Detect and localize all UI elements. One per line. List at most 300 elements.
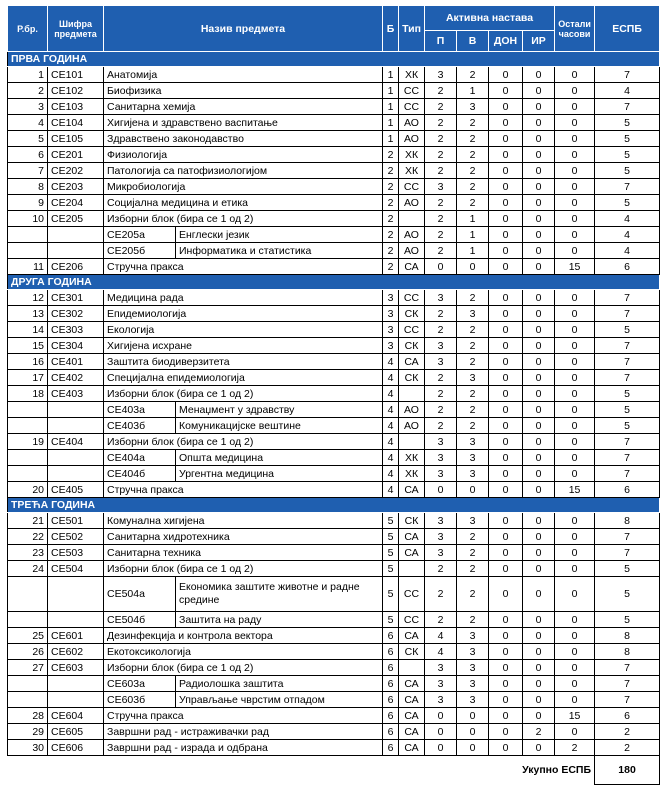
espb-credits: 4 — [595, 243, 660, 259]
table-row — [8, 692, 660, 708]
table-row — [8, 529, 660, 545]
row-number — [8, 692, 48, 708]
lectures-hours: 2 — [425, 195, 457, 211]
row-number: 27 — [8, 660, 48, 676]
row-number — [8, 450, 48, 466]
header-other: Остали часови — [555, 6, 595, 52]
lectures-hours: 3 — [425, 692, 457, 708]
research-hours: 0 — [523, 227, 555, 243]
don-hours: 0 — [489, 179, 523, 195]
curriculum-table-container — [7, 5, 659, 785]
lectures-hours: 0 — [425, 482, 457, 498]
course-type — [399, 660, 425, 676]
course-type: СА — [399, 354, 425, 370]
table-row — [8, 99, 660, 115]
espb-credits: 5 — [595, 386, 660, 402]
table-row — [8, 660, 660, 676]
course-name: Екологија — [104, 322, 383, 338]
research-hours: 0 — [523, 466, 555, 482]
espb-credits: 2 — [595, 724, 660, 740]
lectures-hours: 3 — [425, 290, 457, 306]
course-type: СС — [399, 577, 425, 612]
espb-credits: 7 — [595, 338, 660, 354]
course-name: Стручна пракса — [104, 482, 383, 498]
course-type: ХК — [399, 163, 425, 179]
semester-block: 4 — [383, 418, 399, 434]
row-number: 16 — [8, 354, 48, 370]
course-code: СЕ301 — [48, 290, 104, 306]
espb-credits: 7 — [595, 660, 660, 676]
research-hours: 0 — [523, 115, 555, 131]
row-number — [8, 612, 48, 628]
course-type: СА — [399, 545, 425, 561]
row-number: 5 — [8, 131, 48, 147]
semester-block: 2 — [383, 195, 399, 211]
table-row — [8, 67, 660, 83]
semester-block: 2 — [383, 211, 399, 227]
course-type: АО — [399, 402, 425, 418]
course-code: СЕ601 — [48, 628, 104, 644]
course-type — [399, 211, 425, 227]
exercise-hours: 2 — [457, 402, 489, 418]
research-hours: 2 — [523, 724, 555, 740]
lectures-hours: 2 — [425, 306, 457, 322]
exercise-hours: 3 — [457, 660, 489, 676]
exercise-hours: 2 — [457, 290, 489, 306]
lectures-hours: 3 — [425, 513, 457, 529]
exercise-hours: 3 — [457, 370, 489, 386]
course-name: Изборни блок (бира се 1 од 2) — [104, 660, 383, 676]
exercise-hours: 2 — [457, 354, 489, 370]
research-hours: 0 — [523, 99, 555, 115]
exercise-hours: 2 — [457, 147, 489, 163]
espb-credits: 5 — [595, 418, 660, 434]
course-type: СС — [399, 83, 425, 99]
other-hours: 0 — [555, 561, 595, 577]
course-name: Санитарна техника — [104, 545, 383, 561]
don-hours: 0 — [489, 740, 523, 756]
course-type: СА — [399, 676, 425, 692]
research-hours: 0 — [523, 67, 555, 83]
course-type: АО — [399, 195, 425, 211]
row-number: 11 — [8, 259, 48, 275]
don-hours: 0 — [489, 482, 523, 498]
course-name: Завршни рад - истраживачки рад — [104, 724, 383, 740]
course-code: СЕ403 — [48, 386, 104, 402]
course-type: СА — [399, 628, 425, 644]
course-type: СА — [399, 724, 425, 740]
research-hours: 0 — [523, 322, 555, 338]
semester-block: 5 — [383, 577, 399, 612]
course-code: СЕ504 — [48, 561, 104, 577]
other-hours: 0 — [555, 195, 595, 211]
course-code: СЕ404 — [48, 434, 104, 450]
course-name: Радиолошка заштита — [176, 676, 383, 692]
course-type: АО — [399, 131, 425, 147]
section-title: ДРУГА ГОДИНА — [8, 275, 660, 290]
don-hours: 0 — [489, 708, 523, 724]
elective-code: СЕ504б — [104, 612, 176, 628]
espb-credits: 7 — [595, 354, 660, 370]
other-hours: 0 — [555, 67, 595, 83]
espb-credits: 6 — [595, 708, 660, 724]
espb-credits: 7 — [595, 179, 660, 195]
don-hours: 0 — [489, 612, 523, 628]
row-number — [8, 676, 48, 692]
espb-credits: 8 — [595, 628, 660, 644]
course-name: Физиологија — [104, 147, 383, 163]
row-number: 3 — [8, 99, 48, 115]
research-hours: 0 — [523, 545, 555, 561]
elective-code: СЕ403б — [104, 418, 176, 434]
elective-code: СЕ205б — [104, 243, 176, 259]
exercise-hours: 2 — [457, 195, 489, 211]
course-code: СЕ501 — [48, 513, 104, 529]
row-number: 2 — [8, 83, 48, 99]
research-hours: 0 — [523, 482, 555, 498]
lectures-hours: 3 — [425, 450, 457, 466]
course-name: Информатика и статистика — [176, 243, 383, 259]
other-hours: 0 — [555, 724, 595, 740]
course-code: СЕ401 — [48, 354, 104, 370]
course-name: Менаџмент у здравству — [176, 402, 383, 418]
row-number: 8 — [8, 179, 48, 195]
header-p: П — [425, 31, 457, 52]
research-hours: 0 — [523, 179, 555, 195]
exercise-hours: 0 — [457, 482, 489, 498]
row-number: 29 — [8, 724, 48, 740]
research-hours: 0 — [523, 692, 555, 708]
don-hours: 0 — [489, 243, 523, 259]
row-number: 23 — [8, 545, 48, 561]
elective-code: СЕ603а — [104, 676, 176, 692]
table-row — [8, 131, 660, 147]
other-hours: 0 — [555, 450, 595, 466]
exercise-hours: 2 — [457, 115, 489, 131]
table-row — [8, 450, 660, 466]
table-row — [8, 354, 660, 370]
course-type: СС — [399, 322, 425, 338]
semester-block: 4 — [383, 386, 399, 402]
course-code: СЕ105 — [48, 131, 104, 147]
header-espb: ЕСПБ — [595, 6, 660, 52]
semester-block: 2 — [383, 243, 399, 259]
don-hours: 0 — [489, 660, 523, 676]
don-hours: 0 — [489, 676, 523, 692]
other-hours: 0 — [555, 99, 595, 115]
row-number: 22 — [8, 529, 48, 545]
other-hours: 0 — [555, 644, 595, 660]
espb-credits: 5 — [595, 147, 660, 163]
lectures-hours: 2 — [425, 577, 457, 612]
course-code: СЕ102 — [48, 83, 104, 99]
table-row — [8, 243, 660, 259]
exercise-hours: 3 — [457, 676, 489, 692]
other-hours: 0 — [555, 243, 595, 259]
semester-block: 3 — [383, 290, 399, 306]
semester-block: 3 — [383, 338, 399, 354]
semester-block: 6 — [383, 676, 399, 692]
section-header — [8, 52, 660, 67]
row-number — [8, 577, 48, 612]
row-number: 14 — [8, 322, 48, 338]
don-hours: 0 — [489, 577, 523, 612]
elective-code: СЕ404б — [104, 466, 176, 482]
course-type: АО — [399, 243, 425, 259]
lectures-hours: 2 — [425, 612, 457, 628]
total-label: Укупно ЕСПБ — [425, 756, 595, 785]
table-row — [8, 724, 660, 740]
research-hours: 0 — [523, 402, 555, 418]
don-hours: 0 — [489, 227, 523, 243]
exercise-hours: 3 — [457, 513, 489, 529]
course-code: СЕ101 — [48, 67, 104, 83]
table-row — [8, 306, 660, 322]
other-hours: 0 — [555, 402, 595, 418]
research-hours: 0 — [523, 163, 555, 179]
other-hours: 0 — [555, 692, 595, 708]
lectures-hours: 3 — [425, 529, 457, 545]
course-name: Комунална хигијена — [104, 513, 383, 529]
table-row — [8, 513, 660, 529]
don-hours: 0 — [489, 529, 523, 545]
course-type: АО — [399, 418, 425, 434]
espb-credits: 4 — [595, 83, 660, 99]
course-code — [48, 577, 104, 612]
row-number: 12 — [8, 290, 48, 306]
course-type: СА — [399, 692, 425, 708]
espb-credits: 7 — [595, 67, 660, 83]
semester-block: 4 — [383, 434, 399, 450]
don-hours: 0 — [489, 99, 523, 115]
lectures-hours: 3 — [425, 434, 457, 450]
header-active: Активна настава — [425, 6, 555, 31]
espb-credits: 7 — [595, 676, 660, 692]
total-spacer — [8, 756, 425, 785]
espb-credits: 5 — [595, 322, 660, 338]
course-code: СЕ201 — [48, 147, 104, 163]
espb-credits: 5 — [595, 561, 660, 577]
semester-block: 4 — [383, 370, 399, 386]
other-hours: 0 — [555, 660, 595, 676]
lectures-hours: 0 — [425, 740, 457, 756]
total-value: 180 — [595, 756, 660, 785]
don-hours: 0 — [489, 545, 523, 561]
table-row — [8, 115, 660, 131]
lectures-hours: 3 — [425, 660, 457, 676]
other-hours: 0 — [555, 418, 595, 434]
exercise-hours: 2 — [457, 386, 489, 402]
espb-credits: 7 — [595, 545, 660, 561]
lectures-hours: 0 — [425, 259, 457, 275]
course-type: СК — [399, 306, 425, 322]
espb-credits: 5 — [595, 402, 660, 418]
table-row — [8, 418, 660, 434]
espb-credits: 6 — [595, 259, 660, 275]
lectures-hours: 3 — [425, 338, 457, 354]
course-code: СЕ202 — [48, 163, 104, 179]
exercise-hours: 3 — [457, 99, 489, 115]
course-code: СЕ602 — [48, 644, 104, 660]
table-row — [8, 740, 660, 756]
course-code — [48, 402, 104, 418]
exercise-hours: 0 — [457, 740, 489, 756]
exercise-hours: 2 — [457, 529, 489, 545]
other-hours: 0 — [555, 163, 595, 179]
exercise-hours: 2 — [457, 338, 489, 354]
semester-block: 2 — [383, 163, 399, 179]
row-number: 21 — [8, 513, 48, 529]
table-row — [8, 561, 660, 577]
other-hours: 0 — [555, 147, 595, 163]
exercise-hours: 2 — [457, 163, 489, 179]
header-don: ДОН — [489, 31, 523, 52]
research-hours: 0 — [523, 434, 555, 450]
course-code: СЕ603 — [48, 660, 104, 676]
row-number: 25 — [8, 628, 48, 644]
exercise-hours: 2 — [457, 561, 489, 577]
row-number: 7 — [8, 163, 48, 179]
other-hours: 0 — [555, 306, 595, 322]
course-name: Општа медицина — [176, 450, 383, 466]
table-row — [8, 434, 660, 450]
exercise-hours: 3 — [457, 306, 489, 322]
elective-code: СЕ404а — [104, 450, 176, 466]
curriculum-table — [7, 5, 660, 785]
course-name: Енглески језик — [176, 227, 383, 243]
lectures-hours: 2 — [425, 561, 457, 577]
header-name: Назив предмета — [104, 6, 383, 52]
course-type: ХК — [399, 466, 425, 482]
exercise-hours: 1 — [457, 227, 489, 243]
exercise-hours: 2 — [457, 612, 489, 628]
semester-block: 3 — [383, 306, 399, 322]
course-type: СА — [399, 529, 425, 545]
course-type: СС — [399, 179, 425, 195]
course-name: Патологија са патофизиологијом — [104, 163, 383, 179]
course-type: СК — [399, 644, 425, 660]
table-row — [8, 322, 660, 338]
semester-block: 5 — [383, 513, 399, 529]
course-type: ХК — [399, 147, 425, 163]
other-hours: 0 — [555, 115, 595, 131]
semester-block: 6 — [383, 692, 399, 708]
lectures-hours: 4 — [425, 628, 457, 644]
course-name: Хигијена и здравствено васпитање — [104, 115, 383, 131]
course-type: СК — [399, 338, 425, 354]
semester-block: 1 — [383, 115, 399, 131]
other-hours: 0 — [555, 290, 595, 306]
espb-credits: 5 — [595, 115, 660, 131]
course-code: СЕ104 — [48, 115, 104, 131]
table-row — [8, 708, 660, 724]
course-code — [48, 227, 104, 243]
research-hours: 0 — [523, 243, 555, 259]
don-hours: 0 — [489, 131, 523, 147]
total-row — [8, 756, 660, 785]
course-name: Комуникацијске вештине — [176, 418, 383, 434]
other-hours: 0 — [555, 83, 595, 99]
espb-credits: 2 — [595, 740, 660, 756]
don-hours: 0 — [489, 211, 523, 227]
exercise-hours: 3 — [457, 628, 489, 644]
research-hours: 0 — [523, 386, 555, 402]
course-code: СЕ204 — [48, 195, 104, 211]
research-hours: 0 — [523, 660, 555, 676]
course-name: Изборни блок (бира се 1 од 2) — [104, 386, 383, 402]
espb-credits: 7 — [595, 692, 660, 708]
research-hours: 0 — [523, 306, 555, 322]
lectures-hours: 3 — [425, 676, 457, 692]
research-hours: 0 — [523, 83, 555, 99]
espb-credits: 6 — [595, 482, 660, 498]
don-hours: 0 — [489, 259, 523, 275]
semester-block: 4 — [383, 466, 399, 482]
section-header — [8, 498, 660, 513]
table-row — [8, 577, 660, 612]
espb-credits: 5 — [595, 577, 660, 612]
course-type: АО — [399, 227, 425, 243]
don-hours: 0 — [489, 418, 523, 434]
course-type — [399, 386, 425, 402]
table-row — [8, 259, 660, 275]
course-name: Санитарна хемија — [104, 99, 383, 115]
don-hours: 0 — [489, 513, 523, 529]
research-hours: 0 — [523, 211, 555, 227]
don-hours: 0 — [489, 370, 523, 386]
other-hours: 15 — [555, 708, 595, 724]
don-hours: 0 — [489, 147, 523, 163]
row-number — [8, 418, 48, 434]
course-code — [48, 466, 104, 482]
course-name: Изборни блок (бира се 1 од 2) — [104, 211, 383, 227]
lectures-hours: 3 — [425, 179, 457, 195]
row-number: 30 — [8, 740, 48, 756]
exercise-hours: 3 — [457, 466, 489, 482]
course-code: СЕ303 — [48, 322, 104, 338]
table-row — [8, 147, 660, 163]
course-name: Изборни блок (бира се 1 од 2) — [104, 561, 383, 577]
course-type — [399, 434, 425, 450]
row-number: 13 — [8, 306, 48, 322]
research-hours: 0 — [523, 708, 555, 724]
course-type: СС — [399, 290, 425, 306]
don-hours: 0 — [489, 354, 523, 370]
other-hours: 0 — [555, 131, 595, 147]
course-code — [48, 692, 104, 708]
section-title: ПРВА ГОДИНА — [8, 52, 660, 67]
semester-block: 3 — [383, 322, 399, 338]
semester-block: 6 — [383, 724, 399, 740]
course-code — [48, 450, 104, 466]
row-number: 28 — [8, 708, 48, 724]
lectures-hours: 4 — [425, 644, 457, 660]
semester-block: 4 — [383, 354, 399, 370]
research-hours: 0 — [523, 513, 555, 529]
row-number — [8, 402, 48, 418]
semester-block: 4 — [383, 450, 399, 466]
don-hours: 0 — [489, 724, 523, 740]
table-row — [8, 83, 660, 99]
elective-code: СЕ603б — [104, 692, 176, 708]
espb-credits: 7 — [595, 434, 660, 450]
lectures-hours: 2 — [425, 99, 457, 115]
don-hours: 0 — [489, 402, 523, 418]
exercise-hours: 2 — [457, 179, 489, 195]
course-code: СЕ103 — [48, 99, 104, 115]
table-row — [8, 227, 660, 243]
semester-block: 1 — [383, 67, 399, 83]
